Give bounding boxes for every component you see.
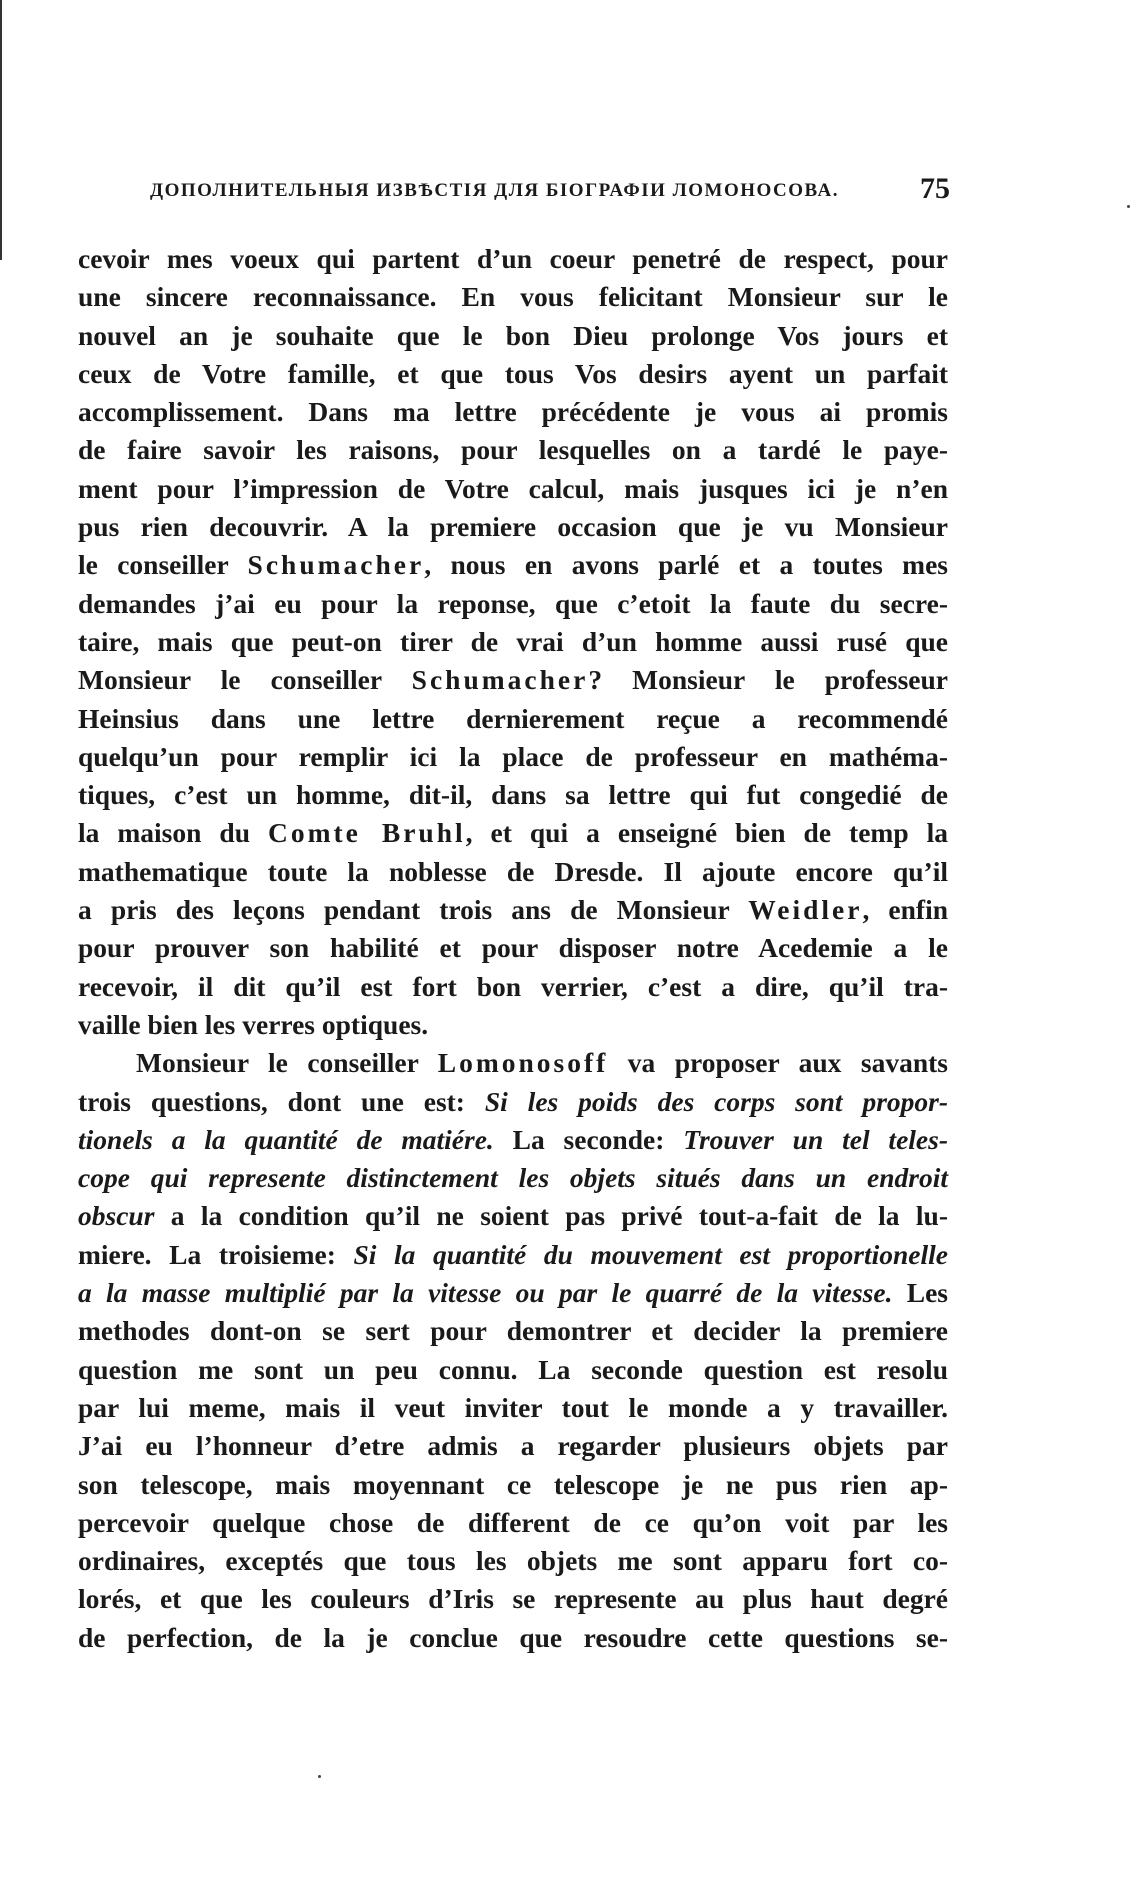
text-line: methodes dont-on se sert pour demontrer et decider la premiere <box>78 1315 948 1347</box>
text-line: de perfection, de la je conclue que resoudre cette questions se- <box>78 1621 948 1653</box>
text-line: une sincere reconnaissance. En vous felicitant Monsieur sur le <box>78 281 948 313</box>
text-line: tiques, c’est un homme, dit-il, dans sa lettre qui fut congedié de <box>78 779 948 811</box>
scan-speck <box>318 1775 321 1778</box>
running-head: ДОПОЛНИТЕЛЬНЫЯ ИЗВѢСТІЯ ДЛЯ БІОГРАФІИ ЛОМОНОСОВА. <box>150 180 839 201</box>
text-line: quelqu’un pour remplir ici la place de professeur en mathéma- <box>78 740 948 772</box>
text-line: demandes j’ai eu pour la reponse, que c’etoit la faute du secre- <box>78 587 948 619</box>
paragraph-1 <box>78 240 948 1044</box>
text-line: trois questions, dont une est: Si les poids des corps sont propor- <box>78 1085 949 1117</box>
letter-body <box>78 240 948 1657</box>
text-line: obscur a la condition qu’il ne soient pas privé tout-a-fait de la lu- <box>78 1200 948 1232</box>
text-line: lorés, et que les couleurs d’Iris se represente au plus haut degré <box>78 1583 948 1615</box>
text-line: pour prouver son habilité et pour disposer notre Acedemie a le <box>78 932 948 964</box>
paragraph-2 <box>78 1044 948 1657</box>
text-line: J’ai eu l’honneur d’etre admis a regarder plusieurs objets par <box>78 1430 948 1462</box>
page-edge-rule <box>0 0 2 260</box>
text-line: la maison du Comte Bruhl, et qui a enseigné bien de temp la <box>78 817 948 849</box>
text-line: ment pour l’impression de Votre calcul, mais jusques ici je n’en <box>78 472 948 504</box>
text-line: cope qui represente distinctement les objets situés dans un endroit <box>78 1162 948 1194</box>
text-line: ceux de Votre famille, et que tous Vos desirs ayent un parfait <box>78 357 948 389</box>
paragraph-2-rest <box>78 1312 948 1657</box>
page-header <box>150 172 950 212</box>
text-line: de faire savoir les raisons, pour lesquelles on a tardé le paye- <box>78 434 948 466</box>
text-line: tionels a la quantité de matiére. La seconde: Trouver un tel teles- <box>78 1123 948 1155</box>
text-line: ordinaires, exceptés que tous les objets me sont apparu fort co- <box>78 1545 948 1577</box>
scan-speck <box>1127 205 1130 208</box>
text-line: recevoir, il dit qu’il est fort bon verrier, c’est a dire, qu’il tra- <box>78 970 948 1002</box>
text-line: miere. La troisieme: Si la quantité du mouvement est proportionelle <box>78 1238 948 1270</box>
text-line: Heinsius dans une lettre dernierement reçue a recommendé <box>78 702 948 734</box>
text-line: nouvel an je souhaite que le bon Dieu prolonge Vos jours et <box>78 319 948 351</box>
text-line: percevoir quelque chose de different de ce qu’on voit par les <box>78 1506 948 1538</box>
text-line: question me sont un peu connu. La seconde question est resolu <box>78 1353 948 1385</box>
text-line: le conseiller Schumacher, nous en avons parlé et a toutes mes <box>78 549 948 581</box>
text-line: son telescope, mais moyennant ce telescope je ne pus rien ap- <box>78 1468 948 1500</box>
text-line: a pris des leçons pendant trois ans de Monsieur Weidler, enfin <box>78 894 949 926</box>
text-line: pus rien decouvrir. A la premiere occasion que je vu Monsieur <box>78 511 948 543</box>
text-line: mathematique toute la noblesse de Dresde. Il ajoute encore qu’il <box>78 855 948 887</box>
text-line: taire, mais que peut-on tirer de vrai d’un homme aussi rusé que <box>78 625 948 657</box>
page-number: 75 <box>920 172 950 205</box>
text-line: par lui meme, mais il veut inviter tout le monde a y travailler. <box>78 1391 948 1423</box>
text-line: vaille bien les verres optiques. <box>78 1008 429 1040</box>
text-line: accomplissement. Dans ma lettre précédente je vous ai promis <box>78 396 948 428</box>
text-line: cevoir mes voeux qui partent d’un coeur penetré de respect, pour <box>78 243 948 274</box>
text-line: a la masse multiplié par la vitesse ou par le quarré de la vitesse. Les <box>78 1277 948 1309</box>
text-line: Monsieur le conseiller Schumacher? Monsieur le professeur <box>78 664 948 696</box>
text-line: Monsieur le conseiller Lomonosoff va proposer aux savants <box>136 1047 948 1079</box>
